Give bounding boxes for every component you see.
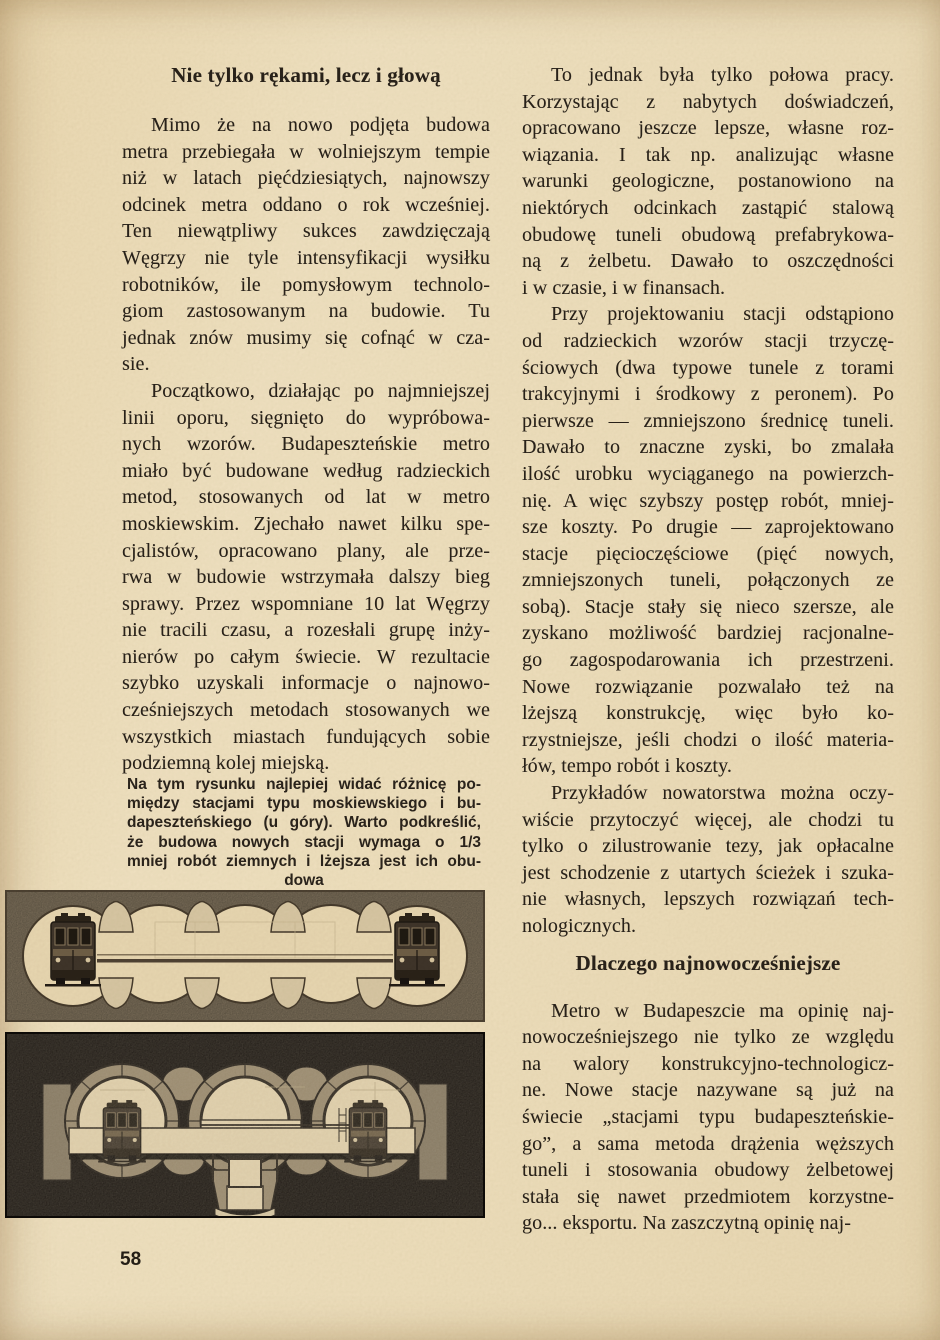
text-line: go... eksportu. Na zaszczytną opinię naj- — [522, 1212, 851, 1235]
text-line: To jednak była tylko połowa pracy. — [551, 64, 894, 86]
text-line: ściowych (dwa typowe tunele z torami — [522, 356, 894, 379]
right-column — [522, 62, 894, 1237]
text-line: dowa — [284, 872, 324, 890]
text-line: Metro w Budapeszcie ma opinię naj- — [551, 999, 894, 1022]
text-line: robotników, ile pomysłowym technolo- — [122, 273, 490, 296]
text-line: ne. Nowe stacje nazywane są już na — [522, 1079, 894, 1102]
text-line: niż w latach pięćdziesiątych, najnowszy — [122, 167, 490, 190]
text-line: rzystniejsze, jeśli chodzi o ilość materia- — [522, 728, 894, 751]
text-line: wszystkich miastach fundujących sobie — [122, 725, 490, 748]
paper-grain-texture — [5, 1032, 485, 1218]
paragraph — [522, 780, 894, 940]
section-heading-right: Dlaczego najnowocześniejsze — [575, 950, 841, 975]
text-line: dapeszteńskiego (u góry). Warto podkreślić, — [127, 814, 481, 832]
text-line: metra przebiegała w wolniejszym tempie — [122, 140, 490, 163]
paragraph — [122, 112, 490, 378]
text-line: go”, a sama metoda drążenia węższych — [522, 1132, 894, 1155]
text-line: nowocześniejszego nie tylko ze względu — [522, 1026, 894, 1049]
text-line: nie własnych, lepszych rozwiązań tech- — [522, 888, 894, 911]
text-line: Początkowo, działając po najmniejszej — [151, 379, 490, 402]
text-line: trakcyjnymi i środkowy z peronem). Po — [522, 383, 894, 406]
text-line: Przykładów nowatorstwa można oczy- — [551, 782, 894, 805]
moscow-station-diagram — [5, 1032, 485, 1218]
metro-train-front-right-icon — [389, 913, 445, 987]
text-line: Ten niewątpliwy sukces zawdzięczają — [122, 220, 490, 243]
text-line: cześniejszych metodach stosowanych we — [122, 699, 490, 722]
text-line: Dawało to znaczne zyski, bo zmalała — [522, 436, 894, 459]
text-line: Na tym rysunku najlepiej widać różnicę po- — [127, 776, 481, 793]
text-line: wiście przytoczyć więcej, ale chodzi tu — [522, 808, 894, 831]
text-line: odcinek metra oddano o rok wcześniej. — [122, 193, 490, 216]
text-line: jednak znów musimy się cofnąć w cza- — [122, 326, 490, 349]
text-line: nie tracili czasu, a rozesłali grupę inży- — [122, 619, 490, 642]
text-line: Korzystając z nabytych doświadczeń, — [522, 90, 894, 113]
text-line: na walory konstrukcyjno-technologicz- — [522, 1052, 894, 1075]
text-line: stacje pięcioczęściowe (pięć nowych, — [522, 542, 894, 565]
text-line: Węgrzy nie tyle intensyfikacji wysiłku — [122, 246, 490, 269]
text-line: rwa w budowie wstrzymała dalszy bieg — [122, 566, 490, 589]
text-line: Przy projektowaniu stacji odstąpiono — [551, 303, 894, 326]
text-line: nych wzorów. Budapeszteńskie metro — [122, 433, 490, 456]
text-line: łów, tempo robót i koszty. — [522, 755, 732, 778]
figure-moscow-station-cross-section — [5, 1032, 485, 1218]
text-line: podziemną kolej miejską. — [122, 752, 330, 775]
text-line: zyskano możliwość bardziej racjonalne- — [522, 622, 894, 645]
text-line: obudowę tuneli obudową prefabrykowa- — [522, 223, 894, 246]
text-line: nierów po całym świecie. W rezultacie — [122, 645, 490, 668]
paragraph — [122, 378, 490, 777]
text-line: mniej robót ziemnych i lżejsza jest ich obu- — [127, 852, 481, 870]
text-line: zmniejszonych tuneli, połączonych ze — [522, 569, 894, 592]
text-line: Mimo że na nowo podjęta budowa — [151, 114, 490, 136]
text-line: nię. A więc szybszy postęp robót, mniej- — [522, 489, 894, 512]
text-line: miało być budowane według radzieckich — [122, 459, 490, 482]
text-line: jest schodzenie z utartych ścieżek i szuka- — [522, 861, 894, 884]
text-line: niektórych odcinkach zastąpić stalową — [522, 196, 894, 219]
text-line: ną z żelbetu. Dawało to oszczędności — [522, 250, 894, 273]
text-line: Nowe rozwiązanie pozwalało też na — [522, 675, 894, 698]
text-line: go zagospodarowania ich przestrzeni. — [522, 649, 894, 672]
text-line: stała się nawet przedmiotem korzystne- — [522, 1185, 894, 1208]
text-line: sobą). Stacje stały się nieco szersze, ale — [522, 595, 894, 618]
text-line: ilość urobku wyciąganego na powierzch- — [522, 462, 894, 485]
figure-caption — [127, 775, 481, 890]
text-line: pierwsze — zmniejszono średnicę tuneli. — [522, 409, 894, 432]
metro-train-front-left-icon — [45, 913, 101, 987]
section-heading-left: Nie tylko rękami, lecz i głową — [171, 63, 441, 87]
text-line: od radzieckich wzorów stacji trzyczę- — [522, 329, 894, 352]
paragraph — [522, 998, 894, 1237]
text-line: cjalistów, opracowano plany, ale prze- — [122, 539, 490, 562]
paragraph — [522, 301, 894, 780]
text-line: wiązania. I tak np. analizując własne — [522, 143, 894, 166]
budapest-station-diagram — [5, 890, 485, 1022]
text-line: sze koszty. Po drugie — zaprojektowano — [522, 516, 894, 539]
text-line: szybko uzyskali informacje o najnowo- — [122, 672, 490, 695]
text-line: sprawy. Przez wspomniane 10 lat Węgrzy — [122, 592, 490, 615]
text-line: opracowano jeszcze lepsze, własne roz- — [522, 117, 894, 140]
text-line: nologicznych. — [522, 915, 637, 937]
text-line: warunki geologiczne, postanowiono na — [522, 170, 894, 193]
text-line: między stacjami typu moskiewskiego i bu- — [127, 795, 481, 813]
text-line: giom zastosowanym na budowie. Tu — [122, 300, 490, 323]
figure-budapest-station-cross-section — [5, 890, 485, 1022]
text-line: sie. — [122, 353, 150, 376]
text-line: tuneli i stosowania obudowy żelbetowej — [522, 1159, 894, 1182]
left-column — [122, 62, 490, 777]
text-line: lżejszą konstrukcję, więc było ko- — [522, 702, 894, 725]
paragraph — [522, 62, 894, 301]
text-line: linii oporu, sięgnięto do wypróbowa- — [122, 406, 490, 429]
text-line: że budowa nowych stacji wymaga o 1/3 — [127, 833, 481, 851]
text-line: metod, stosowanych od lat w metro — [122, 486, 490, 509]
text-line: świecie „stacjami typu budapeszteńskie- — [522, 1105, 894, 1128]
text-line: i w czasie, i w finansach. — [522, 276, 726, 299]
text-line: moskiewskim. Zjechało nawet kilku spe- — [122, 512, 490, 535]
text-line: tylko o zilustrowanie tezy, jak opłacalne — [522, 835, 894, 858]
page-number: 58 — [120, 1249, 142, 1270]
